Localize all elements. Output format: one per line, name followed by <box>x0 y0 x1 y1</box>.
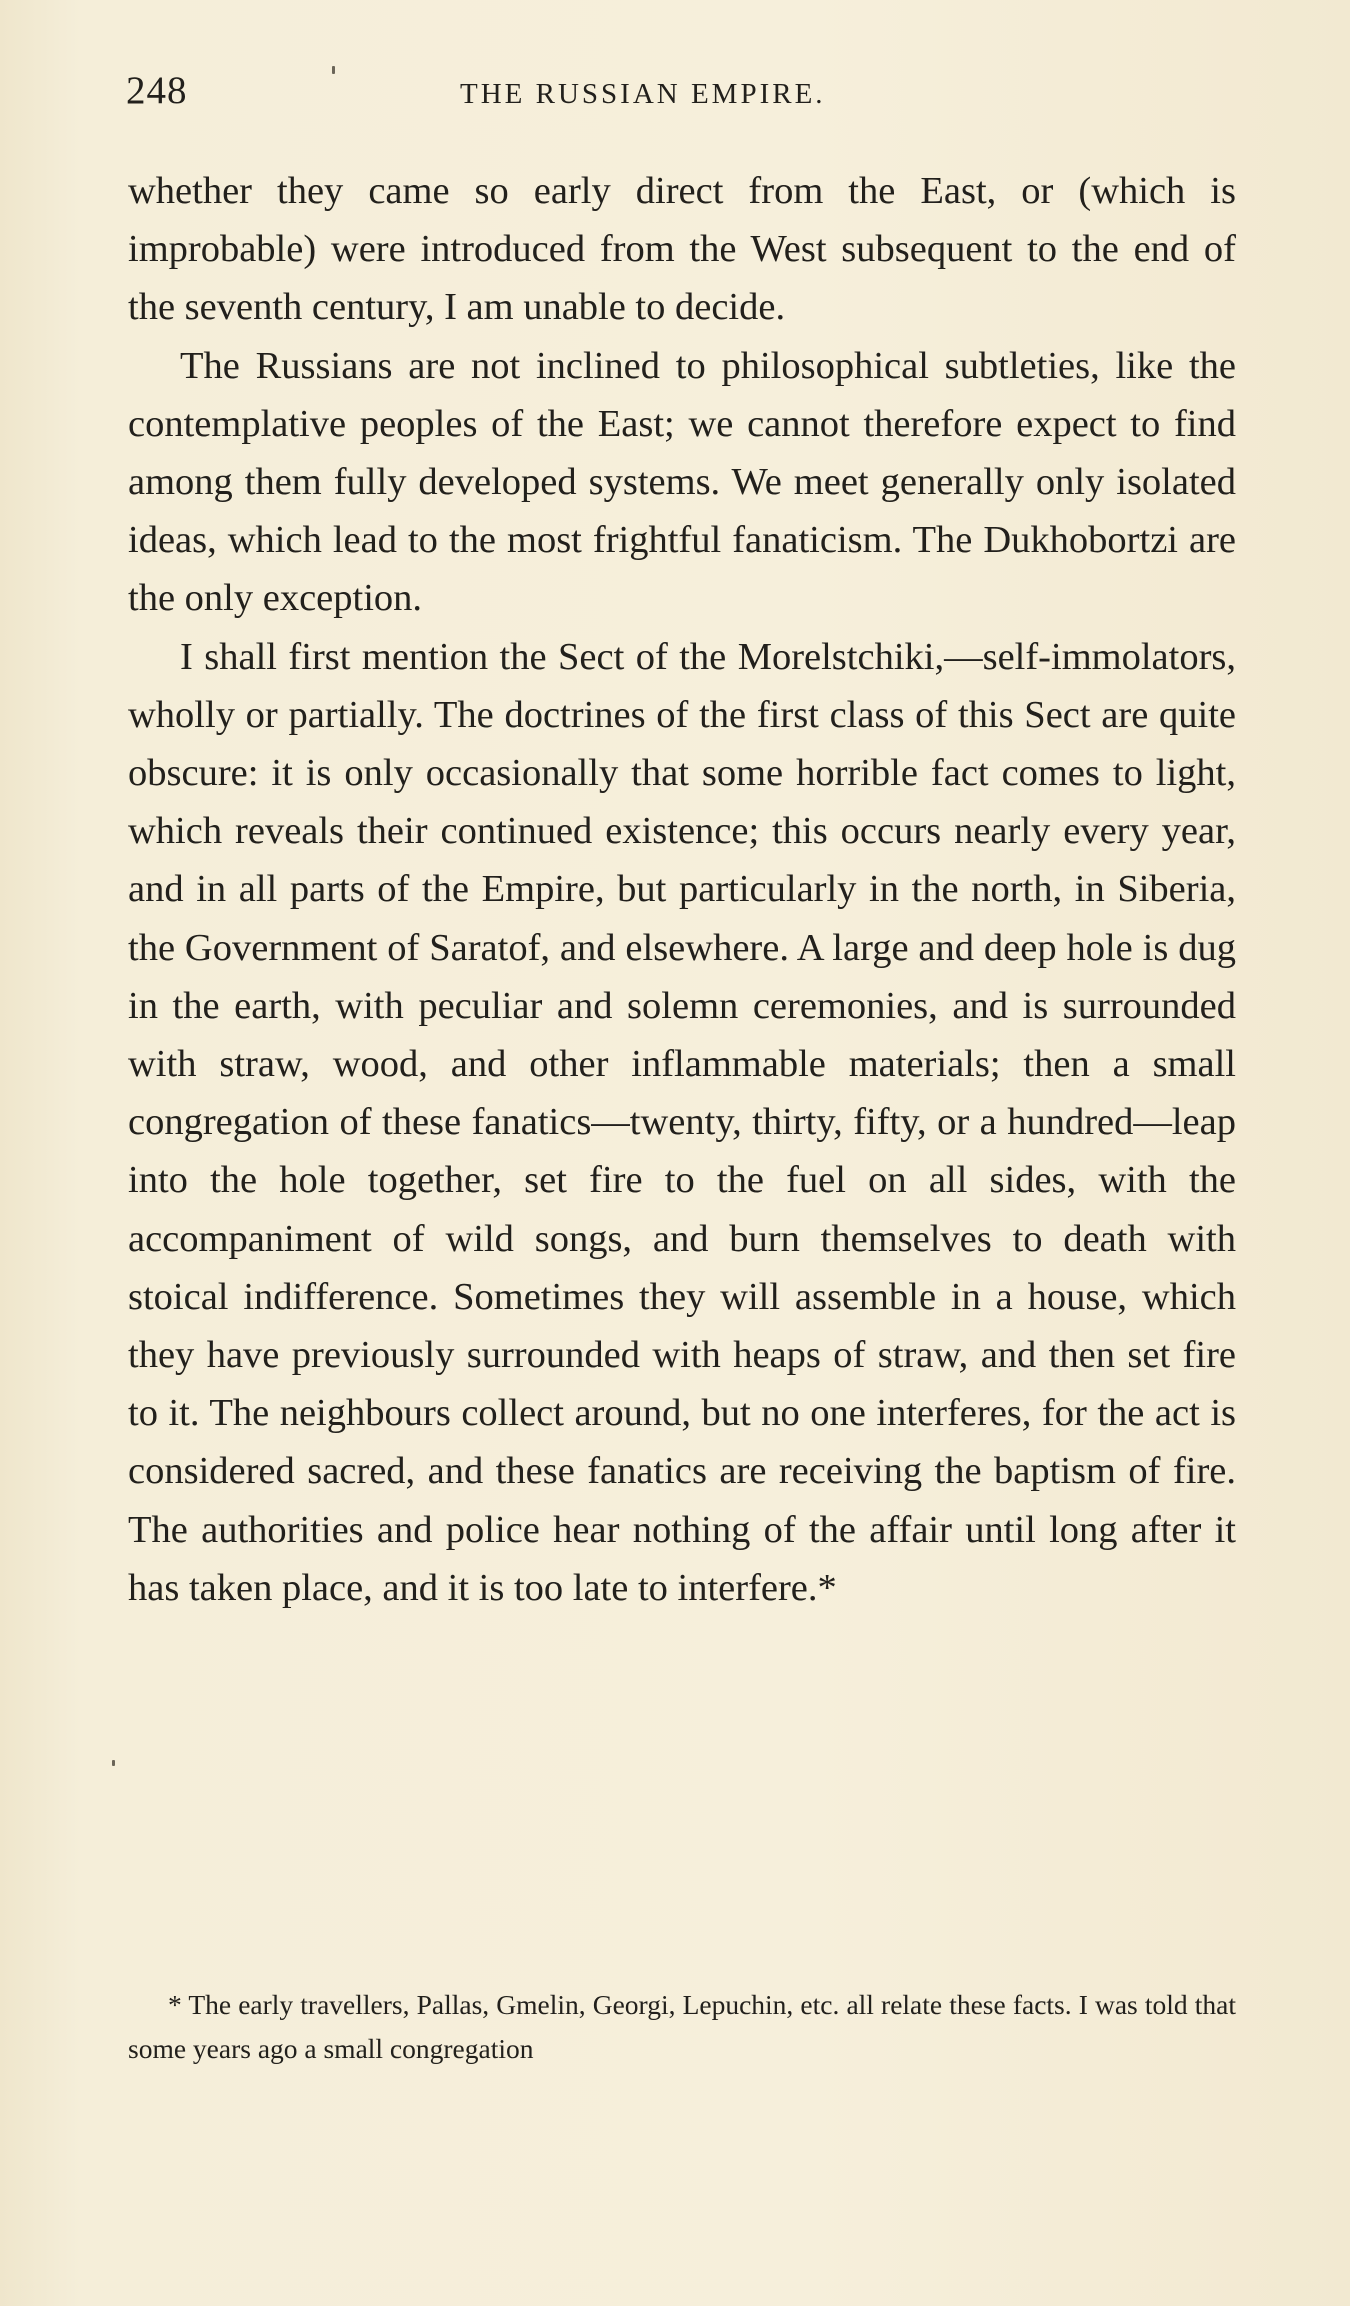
page-number: 248 <box>126 69 188 112</box>
paragraph-continuation: whether they came so early direct from the East, or (which is improbable) were introduced from the West subsequent to the end of the seventh century, I am unable to decide. <box>128 170 1236 329</box>
page-header <box>126 68 1236 118</box>
margin-mark-left <box>112 1760 115 1766</box>
running-head: THE RUSSIAN EMPIRE. <box>460 78 826 110</box>
footnote <box>128 1983 1236 2071</box>
body-text <box>128 162 1236 1617</box>
paragraph-russians: The Russians are not inclined to philosophical subtleties, like the contemplative peoples of the East; we cannot therefore expect to find among them fully developed systems. We meet generally only isolated ideas, which lead to the most frightful fanaticism. The Dukhobortzi are the only exception. <box>128 344 1236 620</box>
footnote-text: * The early travellers, Pallas, Gmelin, Georgi, Lepuchin, etc. all relate these facts. I was told that some years ago a small congregation <box>128 1989 1236 2064</box>
paragraph-morelstchiki: I shall first mention the Sect of the Morelstchiki,—self-immolators, wholly or partially. The doctrines of the first class of this Sect are quite obscure: it is only occasionally that some horrible fact comes to light, which reveals their continued existence; this occurs nearly every year, and in all parts of the Empire, but particularly in the north, in Siberia, the Government of Saratof, and elsewhere. A large and deep hole is dug in the earth, with peculiar and solemn ceremonies, and is surrounded with straw, wood, and other inflammable materials; then a small congregation of these fanatics—twenty, thirty, fifty, or a hundred—leap into the hole together, set fire to the fuel on all sides, with the accompaniment of wild songs, and burn themselves to death with stoical indifference. Sometimes they will assemble in a house, which they have previously surrounded with heaps of straw, and then set fire to it. The neighbours collect around, but no one interferes, for the act is considered sacred, and these fanatics are receiving the baptism of fire. The authorities and police hear nothing of the affair until long after it has taken place, and it is too late to interfere.* <box>128 635 1236 1609</box>
